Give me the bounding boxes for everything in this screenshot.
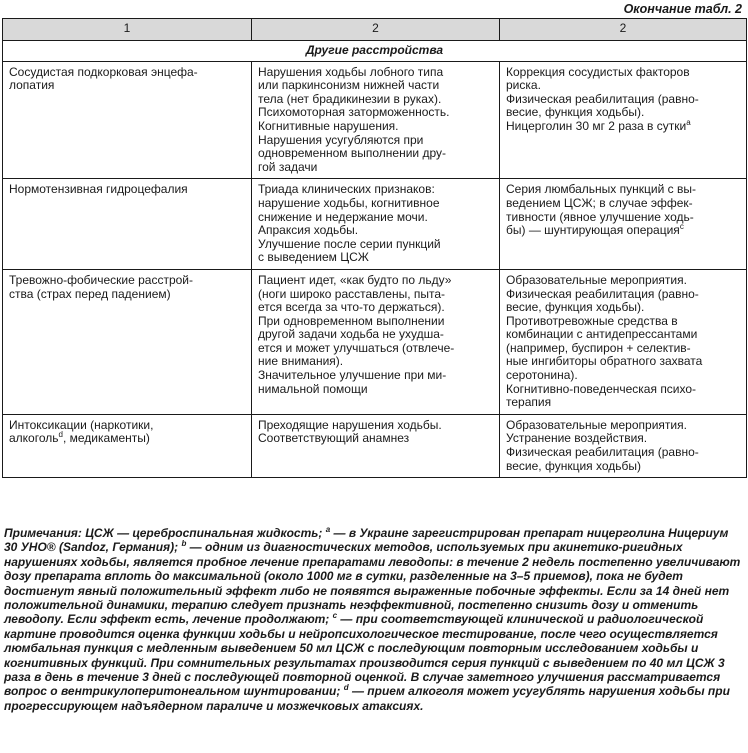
cell-line: Когнитивные нарушения. [258,118,399,133]
cell-line: Сосудистая подкорковая энцефа- [9,64,198,79]
table-row [3,414,747,477]
cell-line: Нарушения ходьбы лобного типа [258,64,444,79]
cell-line: нарушение ходьбы, когнитивное [258,195,440,210]
cell-line: При одновременном выполнении [258,313,445,328]
signs-cell [252,179,500,270]
cell-line: Физическая реабилитация (равно- [506,445,699,460]
cell-line: Тревожно-фобические расстрой- [9,272,194,287]
notes-text: Примечания: ЦСЖ — цереброспинальная жидкость; [4,526,326,540]
disorder-cell [3,179,252,270]
cell-line: Апраксия ходьбы. [258,223,359,238]
footnote-mark: c [679,222,684,232]
cell-line: Образовательные мероприятия. [506,417,687,432]
cell-line: алкоголь [9,431,59,446]
treatment-cell [500,179,747,270]
cell-line: Нормотензивная гидроцефалия [9,182,188,197]
cell-line: тела (нет брадикинезии в руках). [258,91,442,106]
cell-line: , медикаменты) [62,431,150,446]
cell-line: Психомоторная заторможенность. [258,105,450,120]
footnote-mark: c [332,611,338,621]
notes-text: — в Украине зарегистрирован препарат ницерголина Ницериум 30 УНО® (Sandoz, Германия); [4,526,729,555]
treatment-cell [500,269,747,414]
header-cell: 2 [500,19,747,41]
cell-line: Интоксикации (наркотики, [9,417,154,432]
cell-line: Соответствующий анамнез [258,431,410,446]
cell-line: ется и может улучшаться (отвлече- [258,340,455,355]
cell-line: (например, буспирон + селектив- [506,340,691,355]
cell-line: весие, функция ходьбы). [506,300,645,315]
cell-line: Пациент идет, «как будто по льду» [258,272,452,287]
cell-line: терапия [506,395,552,410]
disorder-cell [3,269,252,414]
cell-line: гой задачи [258,159,318,174]
table-notes [4,526,744,713]
notes-text: — прием алкоголя может усугублять нарушения ходьбы при прогрессирующем надъядерном параличе и мозжечковых атаксиях. [4,684,730,713]
cell-line: Преходящие нарушения ходьбы. [258,417,442,432]
cell-line: серотонина). [506,368,578,383]
cell-line: с выведением ЦСЖ [258,250,369,265]
cell-line: Значительное улучшение при ми- [258,368,447,383]
cell-line: Физическая реабилитация (равно- [506,286,699,301]
cell-line: Образовательные мероприятия. [506,272,687,287]
cell-line: весие, функция ходьбы) [506,458,642,473]
footnote-mark: a [686,117,691,127]
cell-line: Ницерголин 30 мг 2 раза в сутки [506,118,687,133]
cell-line: ведением ЦСЖ; в случае эффек- [506,195,693,210]
cell-line: ется всегда за что-то держаться). [258,300,445,315]
signs-cell [252,414,500,477]
footnote-mark: b [181,539,187,549]
cell-line: снижение и недержание мочи. [258,209,428,224]
signs-cell [252,61,500,179]
cell-line: Улучшение после серии пункций [258,236,441,251]
cell-line: весие, функция ходьбы). [506,105,645,120]
footnote-mark: a [325,525,331,534]
cell-line: Физическая реабилитация (равно- [506,91,699,106]
header-cell: 2 [252,19,500,41]
header-row [3,19,747,41]
disorder-cell [3,61,252,179]
cell-line: ства (страх перед падением) [9,286,171,301]
footnote-mark: d [343,683,349,693]
cell-line: одновременном выполнении дру- [258,146,446,161]
table-row [3,179,747,270]
cell-line: лопатия [9,78,55,93]
cell-line: Коррекция сосудистых факторов [506,64,690,79]
cell-line: Когнитивно-поведенческая психо- [506,381,697,396]
cell-line: Серия люмбальных пункций с вы- [506,182,696,197]
cell-line: комбинации с антидепрессантами [506,327,698,342]
cell-line: другой задачи ходьба не ухудша- [258,327,444,342]
section-title: Другие расстройства [3,41,747,62]
cell-line: нимальной помощи [258,381,368,396]
table-row [3,61,747,179]
header-cell: 1 [3,19,252,41]
treatment-cell [500,61,747,179]
table-row [3,269,747,414]
table-caption: Окончание табл. 2 [623,2,742,16]
cell-line: Триада клинических признаков: [258,182,435,197]
notes-text: — при соответствующей клинической и радиологической картине проводится оценка функции ходьбы и нейропсихологическое тестирование, после чего осуществляется люмбальная пункция с медленным выведением 50 мл ЦСЖ с последующим повторным исследованием ходьбы и когнитивных функций. При сомнительных результатах производится серия пункций с выведением по 40 мл ЦСЖ 3 раза в день в течение 3 дней с последующей повторной оценкой. В случае заметного улучшения рассматривается вопрос о вентрикулоперитонеальном шунтировании; [4,612,725,699]
treatment-cell [500,414,747,477]
disorder-cell [3,414,252,477]
notes-text: — одним из диагностических методов, используемых при акинетико-ригидных нарушениях ходьбы, является пробное лечение препаратами леводопы: в течение 2 недель постепенно увеличивают дозу препарата вплоть до максимальной (около 1000 мг в сутки, разделенные на 3–5 приемов), пока не будет достигнут явный положительный эффект либо не появятся выраженные побочные эффекты. Если за 14 дней нет положительной динамики, терапию следует признать неэффективной, постепенно снизить дозу и отменить леводопу. Если эффект есть, лечение продолжают; [4,540,741,627]
cell-line: Нарушения усугубляются при [258,132,424,147]
cell-line: (ноги широко расставлены, пыта- [258,286,446,301]
cell-line: тивности (явное улучшение ходь- [506,209,694,224]
cell-line: ные ингибиторы обратного захвата [506,354,703,369]
footnote-mark: d [58,430,63,440]
cell-line: Устранение воздействия. [506,431,648,446]
cell-line: риска. [506,78,541,93]
section-row [3,41,747,62]
data-table [2,18,747,478]
cell-line: бы) — шунтирующая операция [506,223,680,238]
cell-line: ние внимания). [258,354,344,369]
cell-line: или паркинсонизм нижней части [258,78,440,93]
cell-line: Противотревожные средства в [506,313,678,328]
signs-cell [252,269,500,414]
